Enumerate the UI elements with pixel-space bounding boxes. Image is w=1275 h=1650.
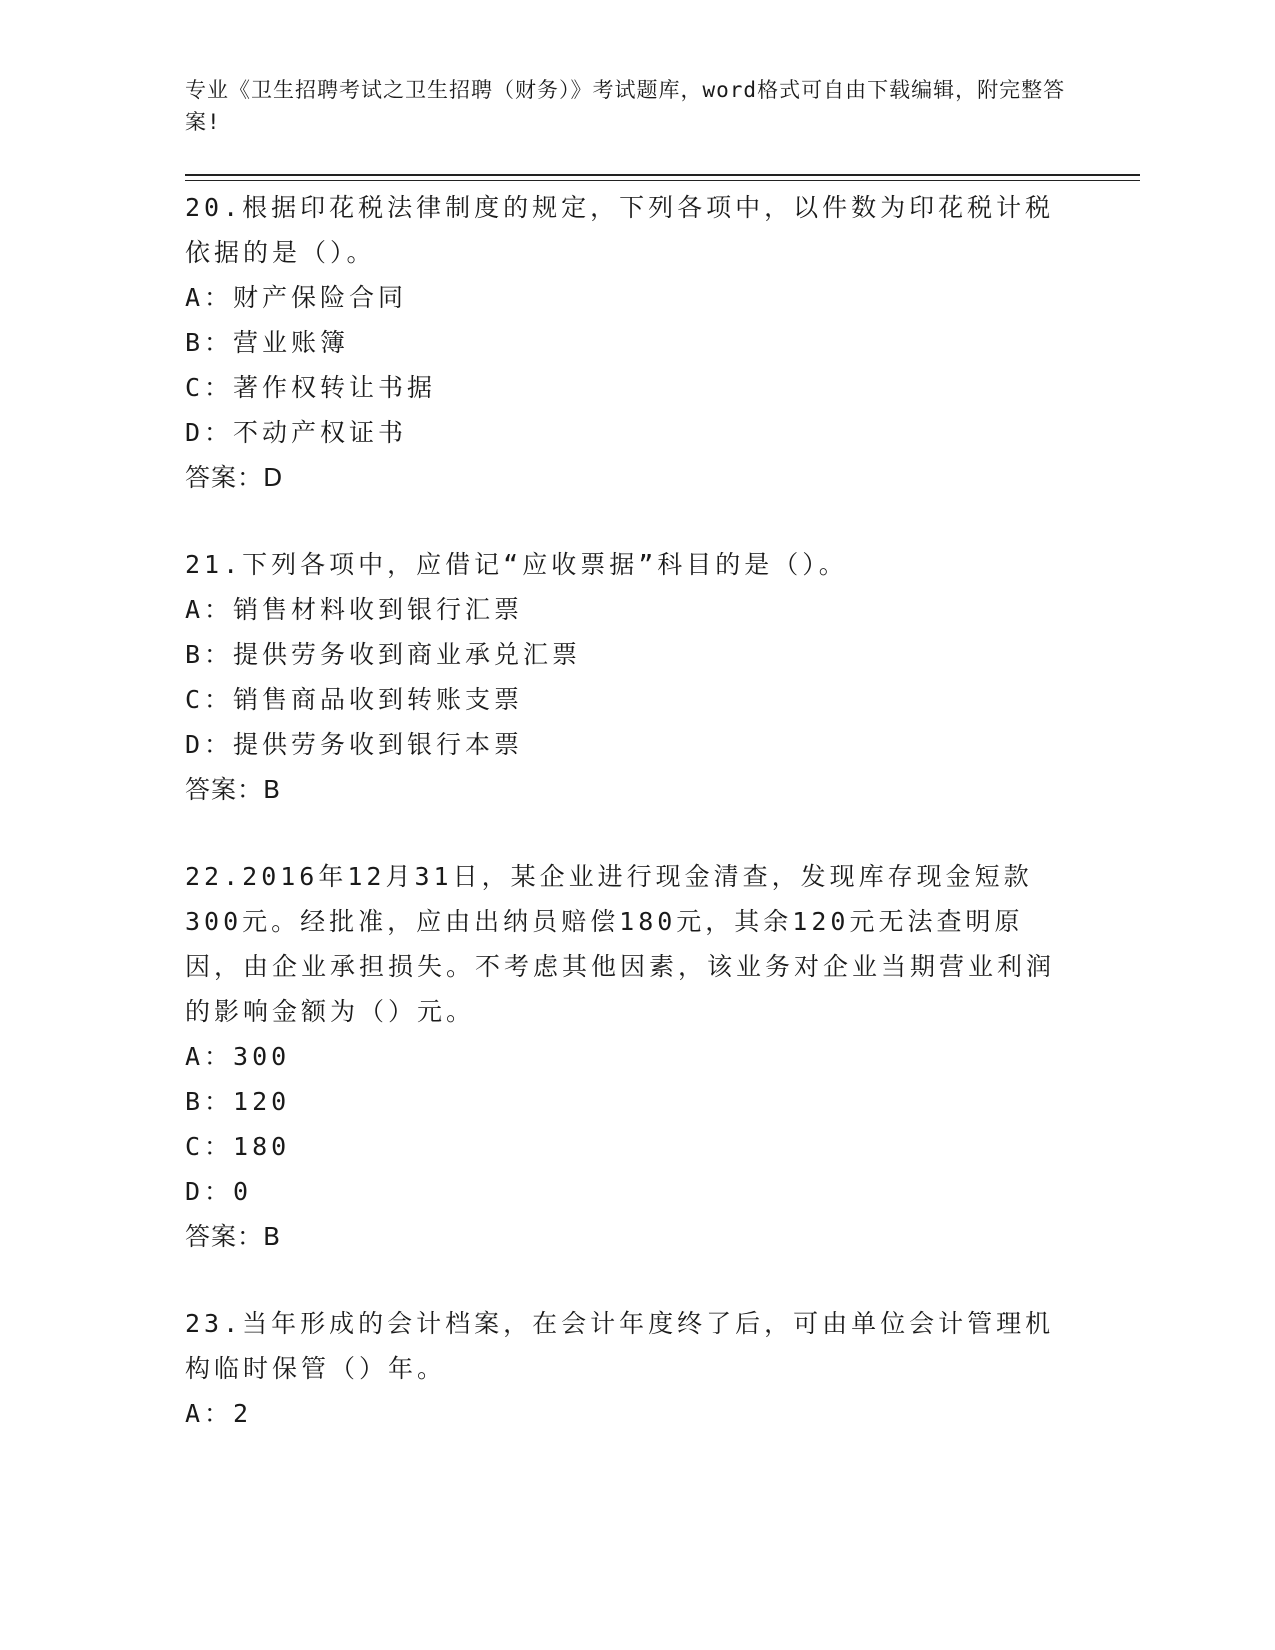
- answer: 答案：D: [185, 463, 284, 492]
- option-a: A：销售材料收到银行汇票: [185, 595, 524, 624]
- answer: 答案：B: [185, 775, 282, 804]
- question-stem: 23.当年形成的会计档案，在会计年度终了后，可由单位会计管理机构临时保管（）年。: [185, 1309, 1055, 1383]
- header-note: 专业《卫生招聘考试之卫生招聘（财务）》考试题库，word格式可自由下载编辑，附完整答案!: [185, 78, 1066, 134]
- option-d: D：不动产权证书: [185, 418, 408, 447]
- option-b: B：120: [185, 1087, 291, 1116]
- question-list: [185, 185, 1065, 1478]
- question-23: [185, 1301, 1065, 1436]
- option-b: B：营业账簿: [185, 328, 350, 357]
- question-21: [185, 542, 1065, 812]
- option-d: D：提供劳务收到银行本票: [185, 730, 524, 759]
- option-b: B：提供劳务收到商业承兑汇票: [185, 640, 582, 669]
- option-a: A：财产保险合同: [185, 283, 408, 312]
- option-a: A：300: [185, 1042, 291, 1071]
- option-c: C：著作权转让书据: [185, 373, 437, 402]
- question-22: [185, 854, 1065, 1259]
- question-stem: 20.根据印花税法律制度的规定，下列各项中，以件数为印花税计税依据的是（）。: [185, 193, 1055, 267]
- answer: 答案：B: [185, 1222, 282, 1251]
- option-c: C：180: [185, 1132, 291, 1161]
- question-stem: 21.下列各项中，应借记“应收票据”科目的是（）。: [185, 550, 848, 579]
- question-20: [185, 185, 1065, 500]
- option-a: A：2: [185, 1399, 253, 1428]
- header-divider-thin: [185, 180, 1140, 181]
- option-c: C：销售商品收到转账支票: [185, 685, 524, 714]
- header-divider: [185, 174, 1140, 176]
- question-stem: 22.2016年12月31日，某企业进行现金清查，发现库存现金短款300元。经批准，应由出纳员赔偿180元，其余120元无法查明原因，由企业承担损失。不考虑其他因素，该业务对企业当期营业利润的影响金额为（）元。: [185, 862, 1056, 1026]
- option-d: D：0: [185, 1177, 253, 1206]
